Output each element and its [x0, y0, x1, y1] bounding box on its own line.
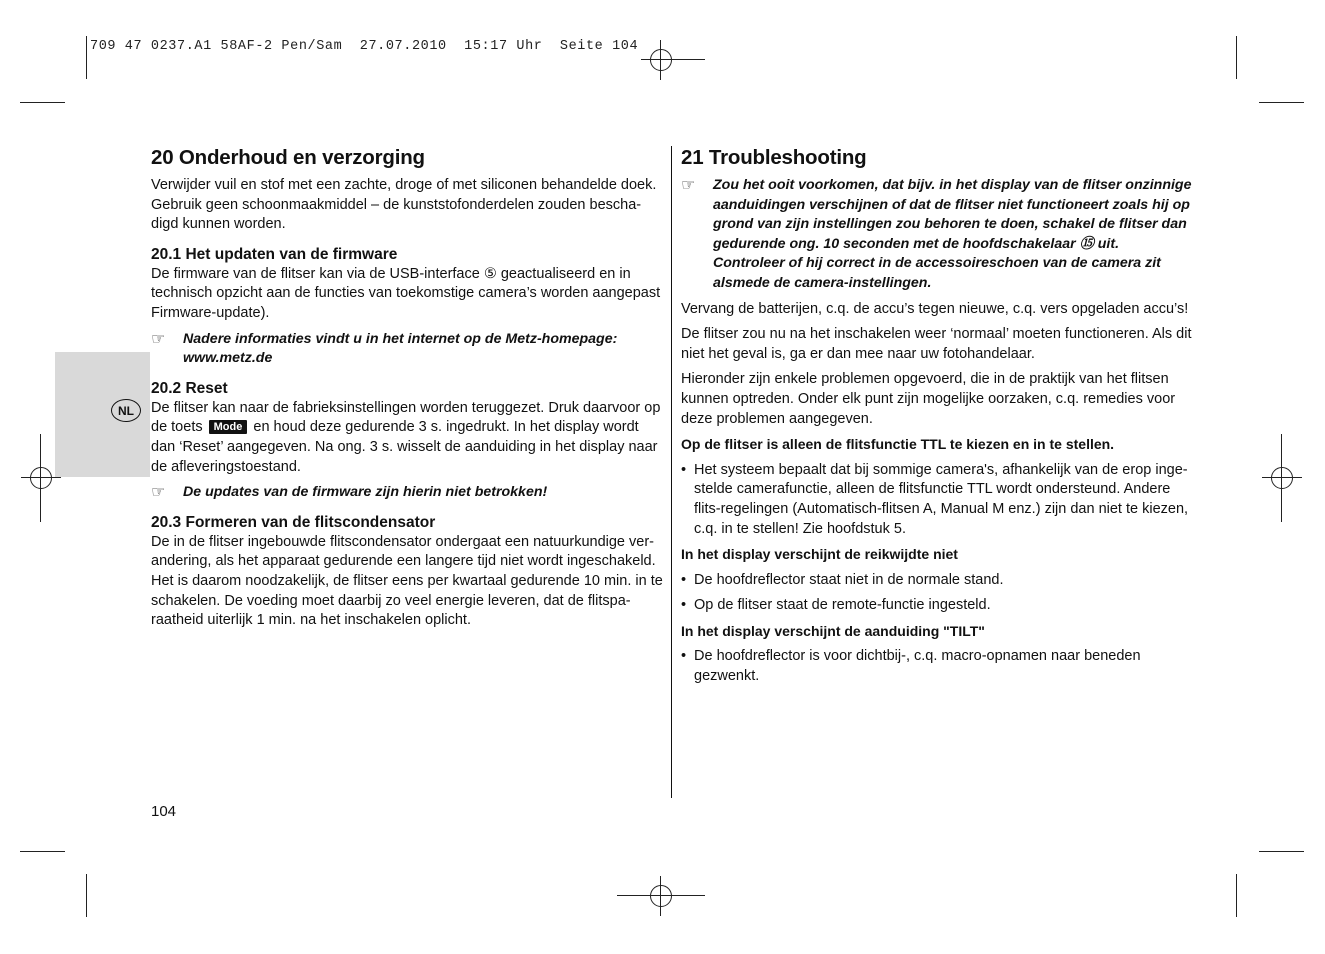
pointing-hand-icon: ☞ [151, 330, 166, 348]
column-divider [671, 146, 672, 798]
normal-function-text: De flitser zou nu na het inschakelen weer ‘normaal’ moeten functioneren. Als dit niet het geval is, ga er dan mee naar uw fotohandelaar. [681, 326, 1192, 362]
list-item: • De hoofdreflector is voor dichtbij-, c.q. macro-opnamen naar beneden gezwenkt. [681, 648, 1141, 685]
firmware-note-text: Nadere informaties vindt u in het internet op de Metz-homepage: www.metz.de [183, 330, 618, 367]
mode-key-label: Mode [209, 420, 248, 434]
list-item: • Het systeem bepaalt dat bij sommige camera's, afhankelijk van de erop inge-stelde camerafunctie, alleen de flitsfunctie TTL wordt ondersteund. Andere flits-regelingen (Automatisch-flitsen A, Manual M enz.) zijn dan niet te kiezen, c.q. in te stellen! Zie hoofdstuk 5. [681, 461, 1189, 537]
firmware-note [151, 330, 663, 369]
problem-title-tilt: In het display verschijnt de aanduiding "TILT" [681, 622, 985, 639]
subsection-title-20-1: 20.1 Het updaten van de firmware [151, 245, 398, 263]
registration-mark-right [1262, 458, 1302, 498]
reset-text-a: De flitser kan naar de fabrieksinstellingen worden teruggezet. Druk daarvoor op de toets [151, 399, 661, 436]
pointing-hand-icon: ☞ [151, 484, 166, 502]
right-column [681, 145, 1193, 687]
problem-title-range: In het display verschijnt de reikwijdte niet [681, 546, 958, 563]
registration-mark-bottom [641, 876, 681, 916]
language-badge: NL [111, 399, 141, 422]
problem-title-ttl: Op de flitser is alleen de flitsfunctie TTL te kiezen en in te stellen. [681, 436, 1115, 453]
firmware-text: De firmware van de flitser kan via de USB-interface ⑤ geactualiseerd en in technisch opzicht aan de functies van toekomstige camera’s worden aangepast Firmware-update). [151, 265, 661, 321]
registration-mark-top [641, 40, 681, 80]
crop-mark [1236, 36, 1237, 79]
crop-mark [86, 36, 87, 79]
page-number: 104 [151, 803, 177, 820]
crop-mark [86, 874, 87, 917]
troubleshooting-note-text: Zou het ooit voorkomen, dat bijv. in het display van de flitser onzinnige aanduidingen verschijnen of dat de flitser niet functioneert zoals hij op grond van zijn instellingen zou behoren te doen, schakel de flitser dan gedurende ong. 10 seconden met de hoofdschakelaar ⑮ uit. Controleer of hij correct in de accessoireschoen van de camera zit alsmede de camera-instellingen. [713, 177, 1192, 291]
crop-mark [1236, 874, 1237, 917]
capacitor-text: De in de flitser ingebouwde flitscondensator ondergaat een natuurkundige ver-andering, als het apparaat gedurende een langere tijd niet wordt ingeschakeld. Het is daarom noodzakelijk, de flitser eens per kwartaal gedurende 10 min. in te schakelen. De voeding moet daarbij zo veel energie leveren, dat de flitspa-raatheid uiterlijk 1 min. na het inschakelen oplicht. [151, 533, 663, 629]
reset-text [151, 399, 663, 477]
reset-text-b: en houd deze gedurende 3 s. ingedrukt. In het display wordt dan ‘Reset’ aangegeven. Na ong. 3 s. wisselt de aanduiding in het display naar de afleveringstoestand. [151, 419, 658, 475]
print-header: 709 47 0237.A1 58AF-2 Pen/Sam 27.07.2010 15:17 Uhr Seite 104 [90, 39, 639, 54]
problem-list-range [681, 571, 1193, 616]
maintenance-intro: Verwijder vuil en stof met een zachte, droge of met siliconen behandelde doek. Gebruik geen schoonmaakmiddel – de kunststofonderdelen zouden bescha-digd kunnen worden. [151, 177, 657, 233]
list-item: • Op de flitser staat de remote-functie ingesteld. [681, 597, 991, 614]
section-title-21: 21 Troubleshooting [681, 146, 867, 169]
list-item: • De hoofdreflector staat niet in de normale stand. [681, 571, 1004, 588]
problem-list-ttl [681, 461, 1193, 539]
troubleshooting-note [681, 176, 1193, 294]
problem-list-tilt [681, 647, 1193, 686]
section-title-20: 20 Onderhoud en verzorging [151, 146, 425, 169]
crop-mark [20, 102, 65, 103]
problems-intro: Hieronder zijn enkele problemen opgevoerd, die in de praktijk van het flitsen kunnen optreden. Onder elk punt zijn mogelijke oorzaken, c.q. remedies voor deze problemen aangegeven. [681, 371, 1176, 427]
crop-mark [1259, 102, 1304, 103]
left-column [151, 145, 663, 631]
subsection-title-20-3: 20.3 Formeren van de flitscondensator [151, 513, 436, 531]
subsection-title-20-2: 20.2 Reset [151, 379, 228, 397]
crop-mark [1259, 851, 1304, 852]
pointing-hand-icon: ☞ [681, 177, 696, 194]
reset-note-text: De updates van de firmware zijn hierin niet betrokken! [183, 484, 548, 501]
crop-mark [20, 851, 65, 852]
reset-note [151, 483, 663, 503]
battery-text: Vervang de batterijen, c.q. de accu’s tegen nieuwe, c.q. vers opgeladen accu’s! [681, 300, 1189, 317]
